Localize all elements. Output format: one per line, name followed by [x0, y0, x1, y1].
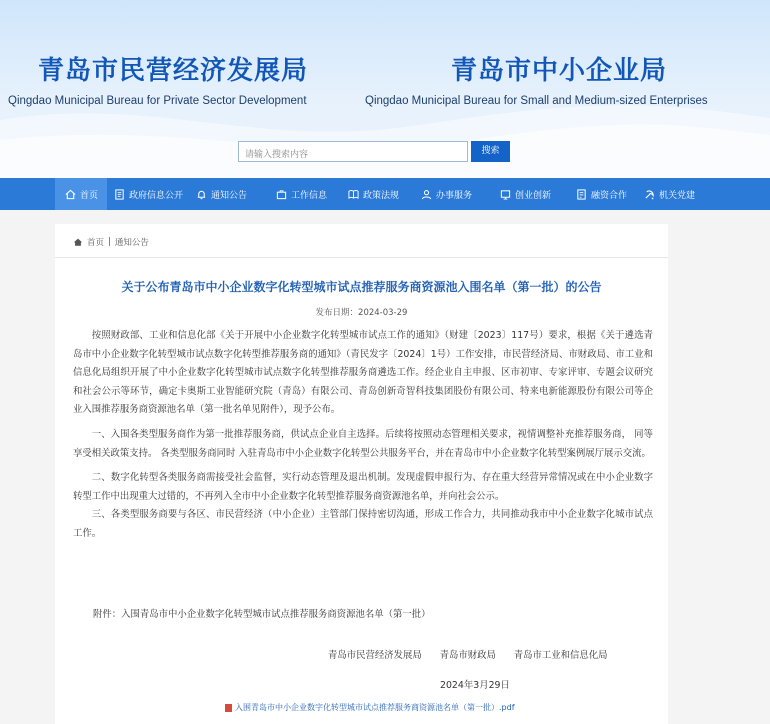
org-left [8, 50, 308, 107]
sign-date: 2024年3月29日 [440, 680, 510, 691]
home-icon [73, 237, 83, 247]
nav-item-label: 机关党建 [659, 190, 696, 201]
document-icon [114, 189, 125, 200]
nav-item-financing[interactable] [573, 178, 638, 210]
nav-item-label: 首页 [80, 190, 99, 201]
pdf-download-link[interactable] [225, 702, 515, 713]
pdf-icon [225, 704, 232, 712]
breadcrumb-current[interactable]: 通知公告 [114, 238, 149, 248]
publish-date-label: 发布日期： [315, 308, 359, 318]
home-icon [65, 189, 76, 200]
nav-item-label: 通知公告 [211, 190, 248, 201]
nav-item-services[interactable] [417, 178, 494, 210]
service-icon [421, 189, 432, 200]
nav-item-label: 办事服务 [436, 190, 473, 201]
breadcrumb [73, 236, 149, 248]
nav-item-work-info[interactable] [272, 178, 344, 210]
org-right-name-en: Qingdao Municipal Bureau for Small and Medium-sized Enterprises [365, 95, 708, 107]
pdf-link-text[interactable]: 入围青岛市中小企业数字化转型城市试点推荐服务商资源池名单（第一批）.pdf [235, 703, 515, 712]
attachment-note: 附件：入围青岛市中小企业数字化转型城市试点推荐服务商资源池名单（第一批） [93, 609, 431, 620]
lightbulb-icon [500, 189, 511, 200]
org-left-name-en: Qingdao Municipal Bureau for Private Sector Development [8, 95, 307, 107]
nav-item-label: 政策法规 [363, 190, 400, 201]
org-right-name-cn: 青岛市中小企业局 [451, 56, 668, 86]
nav-item-innovation[interactable] [494, 178, 573, 210]
paragraph: 二、数字化转型各类服务商需接受社会监督，实行动态管理及退出机制。发现虚假申报行为、存在重大经营异常情况或在中小企业数字转型工作中出现重大过错的，不再列入全市中小企业数字化转型推荐服务商资源池名单，并向社会公示。 [73, 472, 653, 502]
nav-item-label: 创业创新 [515, 190, 552, 201]
site-header [0, 0, 770, 178]
signatures: 青岛市民营经济发展局 青岛市财政局 青岛市工业和信息化局 [328, 650, 608, 661]
money-icon [576, 189, 587, 200]
nav-item-label: 融资合作 [591, 190, 628, 201]
org-left-name-cn: 青岛市民营经济发展局 [38, 56, 309, 86]
party-icon [644, 189, 655, 200]
book-icon [348, 189, 359, 200]
breadcrumb-home[interactable]: 首页 [87, 238, 105, 248]
main-nav [0, 178, 770, 210]
bell-icon [196, 189, 207, 200]
nav-item-label: 工作信息 [291, 190, 328, 201]
search-input[interactable]: 请输入搜索内容 [238, 141, 468, 162]
nav-item-home[interactable] [55, 178, 107, 210]
publish-date-value: 2024-03-29 [358, 308, 408, 318]
publish-date [55, 306, 668, 318]
briefcase-icon [276, 189, 287, 200]
article-title: 关于公布青岛市中小企业数字化转型城市试点推荐服务商资源池入围名单（第一批）的公告 [121, 280, 602, 294]
search-button[interactable]: 搜索 [471, 141, 510, 162]
org-right [365, 50, 708, 107]
nav-item-policy[interactable] [344, 178, 417, 210]
nav-item-label: 政府信息公开 [129, 190, 184, 201]
nav-item-party[interactable] [638, 178, 713, 210]
article-container [55, 224, 668, 724]
nav-item-notices[interactable] [186, 178, 272, 210]
article-body [73, 327, 653, 544]
nav-item-gov-info[interactable] [107, 178, 186, 210]
paragraph: 一、入围各类型服务商作为第一批推荐服务商，供试点企业自主选择。后续将按照动态管理相关要求，视情调整补充推荐服务商， 同等享受相关政策支持。 各类型服务商同时 入驻青岛市中小企业数字化转型公共服务平台，并在青岛市中小企业数字化转型案例展厅展示交流。 [73, 428, 653, 459]
paragraph: 三、各类型服务商要与各区、市民营经济（中小企业）主管部门保持密切沟通，形成工作合力，共同推动我市中小企业数字化城市试点工作。 [73, 509, 653, 539]
breadcrumb-separator: | [108, 237, 111, 247]
paragraph: 按照财政部、工业和信息化部《关于开展中小企业数字化转型城市试点工作的通知》（财建〔2023〕117号）要求，根据《关于遴选青岛市中小企业数字化转型城市试点数字化转型推荐服务商的通知》（青民发字〔2024〕1号）工作安排，市民营经济局、市财政局、市工业和信息化局组织开展了中小企业数字化转型城市试点数字化转型推荐服务商遴选工作。经企业自主申报、区市初审、专家评审、专题会议研究和社会公示等环节，确定卡奥斯工业智能研究院（青岛）有限公司、青岛创新奇智科技集团股份有限公司、特来电新能源股份有限公司等企业入围推荐服务商资源池名单（第一批名单见附件），现予公布。 [73, 330, 653, 416]
divider [55, 257, 668, 258]
